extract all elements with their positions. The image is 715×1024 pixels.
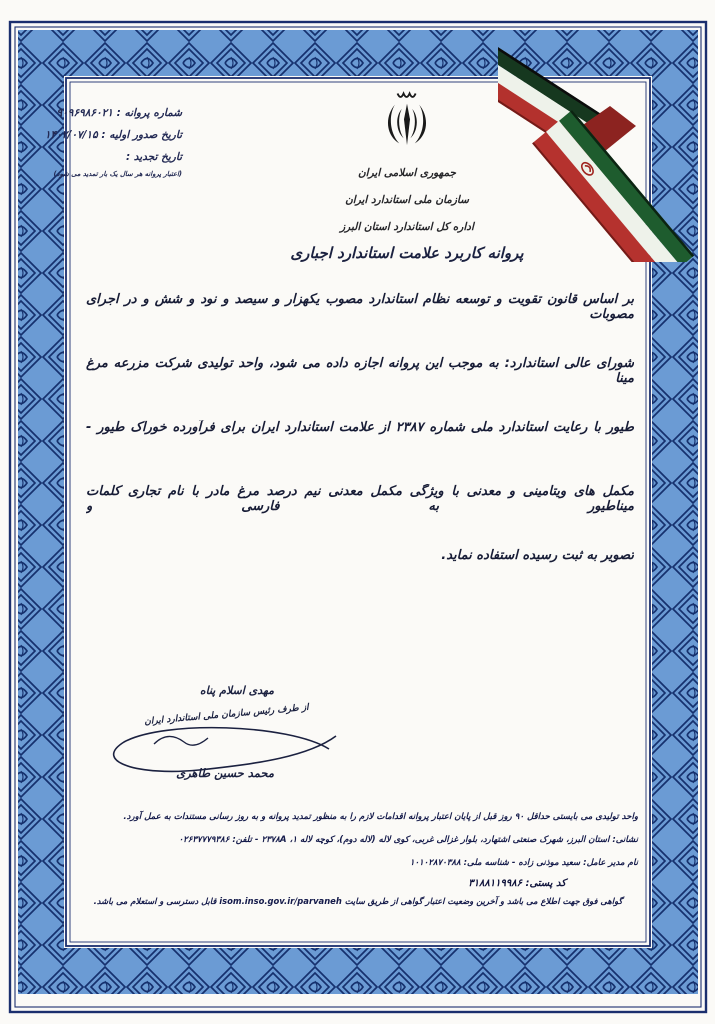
renewal-date-label: تاریخ تجدید : [125,151,182,163]
org-header [252,160,562,241]
license-meta [2,102,182,180]
signer-name-bottom: محمد حسین طاهری [176,766,274,780]
certificate-body [44,84,644,912]
body-line: طیور با رعایت استاندارد ملی شماره ۲۳۸۷ از علامت استاندارد ایران برای فرآورده خوراک طیور - [86,420,634,435]
issue-date-row [2,124,182,146]
body-line: بر اساس قانون تقویت و توسعه نظام استاندارد مصوب یکهزار و سیصد و نود و شش و در اجرای مصوبات [86,292,634,322]
body-line: تصویر به ثبت رسیده استفاده نماید. [441,548,634,563]
certificate-text [86,292,634,612]
iran-emblem-icon [352,90,462,156]
signature-block [84,684,344,804]
body-line: مکمل های ویتامینی و معدنی با ویژگی مکمل معدنی نیم درصد مرغ مادر با نام تجاری کلمات میناطیور به فارسی و [86,484,634,514]
signer-name-top: مهدی اسلام پناه [199,684,274,697]
office-name: اداره کل استاندارد استان البرز [340,221,474,233]
fineprint-address: نشانی: استان البرز، شهرک صنعتی اشتهارد، بلوار غزالی غربی، کوی لاله (لاله دوم)، کوچه لاله ۱، ۲۳۷۸A - تلفن: ۰۲۶۳۷۷۷۹۳۸۶ [178,835,638,845]
body-line: شورای عالی استاندارد: به موجب این پروانه اجازه داده می شود، واحد تولیدی شرکت مزرعه مرغ مینا [86,356,634,386]
postal-code-row [468,878,566,889]
certificate-title: پروانه کاربرد علامت استاندارد اجباری [290,244,524,262]
postal-code-label: کد پستی: [525,878,566,889]
country-name: جمهوری اسلامی ایران [357,167,457,179]
license-number-label: شماره پروانه : [116,107,182,119]
postal-code-value: ۳۱۸۸۱۱۹۹۸۶ [468,878,522,889]
organization-name: سازمان ملی استاندارد ایران [345,194,469,206]
license-number-row [2,102,182,124]
on-behalf-text: از طرف رئیس سازمان ملی استاندارد ایران [143,702,310,728]
license-number-value: ۹۰۹۶۹۸۶۰۲۱ [56,107,113,119]
renewal-note: (اعتبار پروانه هر سال یک بار تمدید می شود) [53,170,182,178]
renewal-date-row [2,146,182,168]
fineprint-manager: نام مدیر عامل: سعید موذنی زاده - شناسه ملی: ۱۰۱۰۲۸۷۰۳۸۸ [409,858,638,868]
issue-date-label: تاریخ صدور اولیه : [101,129,182,141]
issue-date-value: ۱۴۰۲/۰۷/۱۵ [44,129,98,141]
fineprint-renewal: واحد تولیدی می بایستی حداقل ۹۰ روز قبل از پایان اعتبار پروانه اقدامات لازم را به منظور تمدید پروانه و به روز رسانی مستندات به عمل آورد. [123,812,638,822]
fineprint-block [82,806,638,875]
verification-line: گواهی فوق جهت اطلاع می باشد و آخرین وضعیت اعتبار گواهی از طریق سایت isom.inso.gov.ir/parvaneh قابل دسترسی و استعلام می باشد. [93,896,623,906]
